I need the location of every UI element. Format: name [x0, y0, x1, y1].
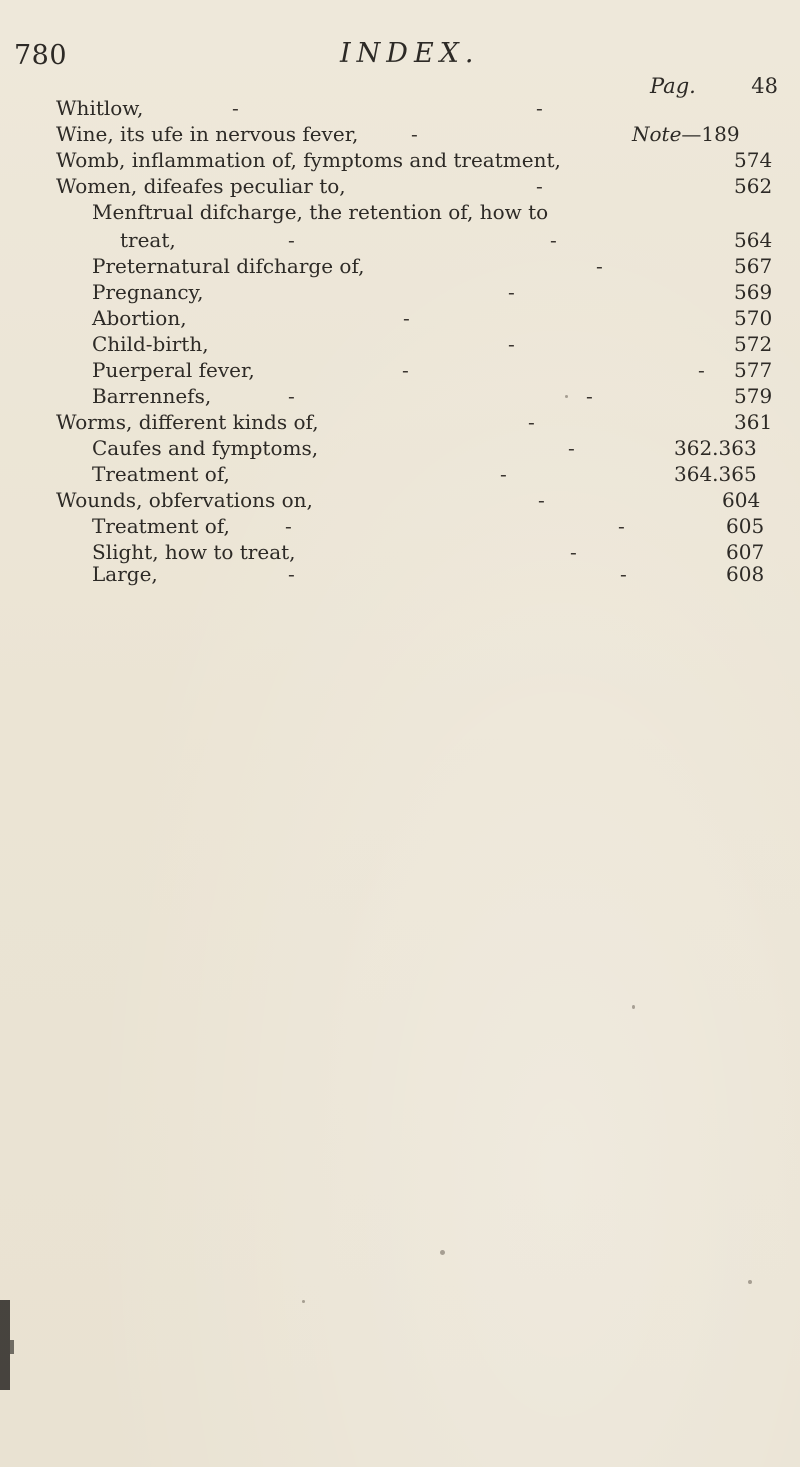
index-entry [0, 304, 800, 332]
entry-label: Abortion, [92, 306, 187, 330]
binding-shadow [0, 1300, 10, 1390]
index-entry [0, 460, 800, 488]
entry-label: Caufes and fymptoms, [92, 436, 319, 460]
index-entry [0, 330, 800, 358]
index-entry [0, 486, 800, 514]
paper-speck [632, 1005, 635, 1009]
entry-label: Women, difeafes peculiar to, [56, 174, 346, 198]
paper-speck [748, 1280, 752, 1284]
entry-page-ref: 608 [726, 562, 765, 586]
entry-page-ref: 361 [734, 410, 773, 434]
entry-label: Treatment of, [92, 514, 230, 538]
entry-page-ref: 362.363 [674, 436, 757, 460]
entry-leader-dash: - [411, 122, 418, 146]
entry-note-ref [632, 120, 740, 148]
entry-label: Pregnancy, [92, 280, 204, 304]
index-entry [0, 434, 800, 462]
entry-label: Child-birth, [92, 332, 209, 356]
index-entry [0, 226, 800, 254]
entry-page-ref: 579 [734, 384, 773, 408]
entry-leader-dash: - [618, 514, 625, 538]
entry-leader-dash: - [288, 562, 295, 586]
entry-page-ref: 567 [734, 254, 773, 278]
entry-leader-dash: - [285, 514, 292, 538]
entry-leader-dash: - [620, 562, 627, 586]
entry-page-ref: 577 [734, 358, 773, 382]
entry-leader-dash: - [536, 96, 543, 120]
index-entry [0, 172, 800, 200]
index-entry [0, 198, 800, 226]
entry-leader-dash: - [586, 384, 593, 408]
entry-leader-dash: - [403, 306, 410, 330]
note-word: Note [632, 122, 682, 146]
entry-page-ref: 574 [734, 148, 773, 172]
entry-label: Worms, different kinds of, [56, 410, 319, 434]
index-entry [0, 94, 800, 122]
page-number: 780 [14, 40, 68, 71]
entry-leader-dash: - [596, 254, 603, 278]
entry-label: Slight, how to treat, [92, 540, 296, 564]
entry-leader-dash: - [550, 228, 557, 252]
entry-leader-dash: - [528, 410, 535, 434]
entry-page-ref: 604 [722, 488, 761, 512]
entry-leader-dash: - [570, 540, 577, 564]
entry-label: Wine, its ufe in nervous fever, [56, 122, 359, 146]
index-entry [0, 382, 800, 410]
entry-leader-dash: - [538, 488, 545, 512]
entry-leader-dash: - [568, 436, 575, 460]
index-entry [0, 512, 800, 540]
entry-page-ref: 564 [734, 228, 773, 252]
index-entry [0, 356, 800, 384]
entry-label: Wounds, obfervations on, [56, 488, 313, 512]
index-entry [0, 252, 800, 280]
entry-page-ref: 605 [726, 514, 765, 538]
entry-leader-dash: - [698, 358, 705, 382]
entry-label: Preternatural difcharge of, [92, 254, 365, 278]
index-entry [0, 408, 800, 436]
entry-label: Barrennefs, [92, 384, 212, 408]
entry-page-ref: 607 [726, 540, 765, 564]
entry-leader-dash: - [232, 96, 239, 120]
index-entry [0, 146, 800, 174]
binding-shadow-upper [10, 1340, 14, 1354]
entry-label: Whitlow, [56, 96, 144, 120]
entry-label: Womb, inflammation of, fymptoms and treatment, [56, 148, 561, 172]
entry-page-ref: 572 [734, 332, 773, 356]
entry-label: Menftrual difcharge, the retention of, how to [92, 200, 549, 224]
entry-leader-dash: - [288, 384, 295, 408]
entry-leader-dash: - [536, 174, 543, 198]
entry-label: treat, [120, 228, 176, 252]
index-entry [0, 120, 800, 148]
paper-speck [440, 1250, 445, 1255]
entry-page-ref: 569 [734, 280, 773, 304]
entry-leader-dash: - [500, 462, 507, 486]
pag-abbrev: Pag. [650, 74, 696, 98]
entry-leader-dash: - [402, 358, 409, 382]
entry-leader-dash: - [508, 280, 515, 304]
entry-page-ref: 562 [734, 174, 773, 198]
entry-page-ref: 570 [734, 306, 773, 330]
entry-label: Puerperal fever, [92, 358, 255, 382]
paper-speck [302, 1300, 305, 1303]
entry-leader-dash: - [508, 332, 515, 356]
entry-label: Treatment of, [92, 462, 230, 486]
entry-label: Large, [92, 562, 158, 586]
index-entry [0, 560, 800, 588]
note-page: —189 [681, 122, 740, 146]
entry-leader-dash: - [288, 228, 295, 252]
index-entry [0, 278, 800, 306]
running-head: INDEX. [340, 38, 480, 69]
entry-page-ref: 364.365 [674, 462, 757, 486]
pag-first-page: 48 [751, 74, 778, 98]
